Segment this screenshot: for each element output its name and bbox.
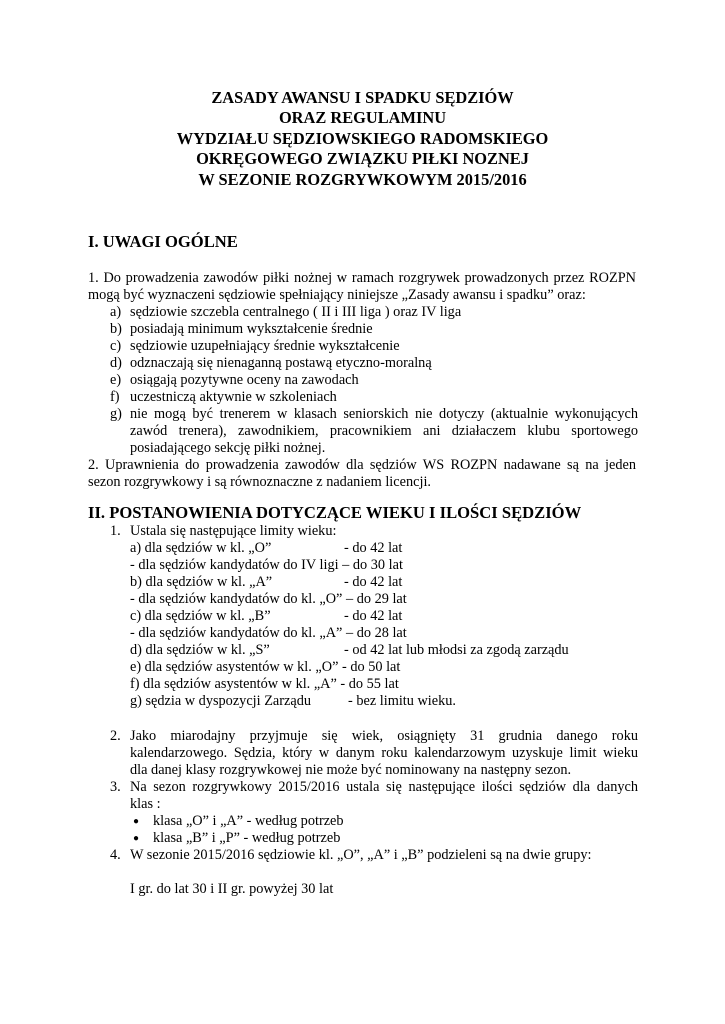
age-limit-row-d-value: - od 42 lat lub młodsi za zgodą zarządu xyxy=(344,642,569,658)
section-2-heading: II. POSTANOWIENIA DOTYCZĄCE WIEKU I ILOŚCI SĘDZIÓW xyxy=(88,503,582,522)
age-groups-text: I gr. do lat 30 i II gr. powyżej 30 lat xyxy=(130,881,334,897)
point-3-marker: 3. xyxy=(110,779,121,795)
title-line-1: ZASADY AWANSU I SPADKU SĘDZIÓW xyxy=(211,88,514,107)
list-item-b-marker: b) xyxy=(110,321,122,337)
list-item-f: uczestniczą aktywnie w szkoleniach xyxy=(130,389,337,405)
point-2-line-2: kalendarzowego. Sędzia, który w danym roku kalendarzowym uzyskuje limit wieku xyxy=(130,745,638,761)
age-limit-row-b: b) dla sędziów w kl. „A” xyxy=(130,574,273,590)
age-limit-row-candidates-o: - dla sędziów kandydatów do kl. „O” – do 29 lat xyxy=(130,591,407,607)
list-item-a: sędziowie szczebla centralnego ( II i III liga ) oraz IV liga xyxy=(130,304,462,320)
bullet-icon: ● xyxy=(133,816,140,827)
age-limit-row-f: f) dla sędziów asystentów w kl. „A” - do 55 lat xyxy=(130,676,399,692)
bullet-item-2: klasa „B” i „P” - według potrzeb xyxy=(153,830,341,846)
list-item-f-marker: f) xyxy=(110,389,120,405)
bullet-icon: ● xyxy=(133,833,140,844)
point-2-line-1: Jako miarodajny przyjmuje się wiek, osiągnięty 31 grudnia danego roku xyxy=(130,728,638,744)
list-item-g: nie mogą być trenerem w klasach seniorskich nie dotyczy (aktualnie wykonujących xyxy=(130,406,638,422)
list-item-b: posiadają minimum wykształcenie średnie xyxy=(130,321,373,337)
list-item-g-line-2: zawód trenera), zawodnikiem, pracownikiem ani działaczem klubu sportowego xyxy=(130,423,638,439)
title-line-3: WYDZIAŁU SĘDZIOWSKIEGO RADOMSKIEGO xyxy=(176,128,549,148)
list-item-e: osiągają pozytywne oceny na zawodach xyxy=(130,372,359,388)
list-item-d-marker: d) xyxy=(110,355,122,371)
section-1-paragraph-1-line-1: 1. Do prowadzenia zawodów piłki nożnej w ramach rozgrywek prowadzonych przez ROZPN xyxy=(88,270,636,286)
list-item-a-marker: a) xyxy=(110,304,122,320)
age-limit-row-a-value: - do 42 lat xyxy=(344,540,403,556)
age-limit-row-g-value: - bez limitu wieku. xyxy=(348,693,456,709)
title-line-2: ORAZ REGULAMINU xyxy=(278,108,447,128)
point-1-marker: 1. xyxy=(110,523,121,539)
section-1-paragraph-2-line-1: 2. Uprawnienia do prowadzenia zawodów dla sędziów WS ROZPN nadawane są na jeden xyxy=(88,457,636,473)
list-item-g-marker: g) xyxy=(110,406,122,422)
point-4-marker: 4. xyxy=(110,847,121,863)
section-1-heading: I. UWAGI OGÓLNE xyxy=(88,232,238,251)
point-2-marker: 2. xyxy=(110,728,121,744)
title-line-5: W SEZONIE ROZGRYWKOWYM 2015/2016 xyxy=(198,169,527,189)
list-item-d: odznaczają się nienaganną postawą etyczno-moralną xyxy=(130,355,432,371)
age-limit-row-c-value: - do 42 lat xyxy=(344,608,403,624)
age-limit-row-a: a) dla sędziów w kl. „O” xyxy=(130,540,272,556)
age-limit-row-b-value: - do 42 lat xyxy=(344,574,403,590)
point-4-text: W sezonie 2015/2016 sędziowie kl. „O”, „A” i „B” podzieleni są na dwie grupy: xyxy=(130,847,592,863)
list-item-g-line-3: posiadającego sekcję piłki nożnej. xyxy=(130,440,326,456)
section-1-paragraph-1-line-2: mogą być wyznaczeni sędziowie spełniający niniejsze „Zasady awansu i spadku” oraz: xyxy=(88,287,586,303)
bullet-item-1: klasa „O” i „A” - według potrzeb xyxy=(153,813,344,829)
age-limit-row-c: c) dla sędziów w kl. „B” xyxy=(130,608,271,624)
point-3-line-1: Na sezon rozgrywkowy 2015/2016 ustala się następujące ilości sędziów dla danych xyxy=(130,779,638,795)
title-line-4: OKRĘGOWEGO ZWIĄZKU PIŁKI NOZNEJ xyxy=(196,149,529,169)
age-limit-row-e: e) dla sędziów asystentów w kl. „O” - do 50 lat xyxy=(130,659,401,675)
age-limit-row-d: d) dla sędziów w kl. „S” xyxy=(130,642,270,658)
age-limit-row-candidates-a: - dla sędziów kandydatów do kl. „A” – do 28 lat xyxy=(130,625,407,641)
point-2-line-3: dla danej klasy rozgrywkowej nie może być nominowany na następny sezon. xyxy=(130,762,572,778)
list-item-c-marker: c) xyxy=(110,338,122,354)
point-1-text: Ustala się następujące limity wieku: xyxy=(130,523,337,539)
list-item-c: sędziowie uzupełniający średnie wykształcenie xyxy=(130,338,400,354)
point-3-line-2: klas : xyxy=(130,796,161,812)
section-1-paragraph-2-line-2: sezon rozgrywkowy i są równoznaczne z nadaniem licencji. xyxy=(88,474,431,490)
age-limit-row-g: g) sędzia w dyspozycji Zarządu xyxy=(130,693,312,709)
age-limit-row-candidates-iv: - dla sędziów kandydatów do IV ligi – do 30 lat xyxy=(130,557,403,573)
document-title xyxy=(0,88,725,190)
list-item-e-marker: e) xyxy=(110,372,122,388)
